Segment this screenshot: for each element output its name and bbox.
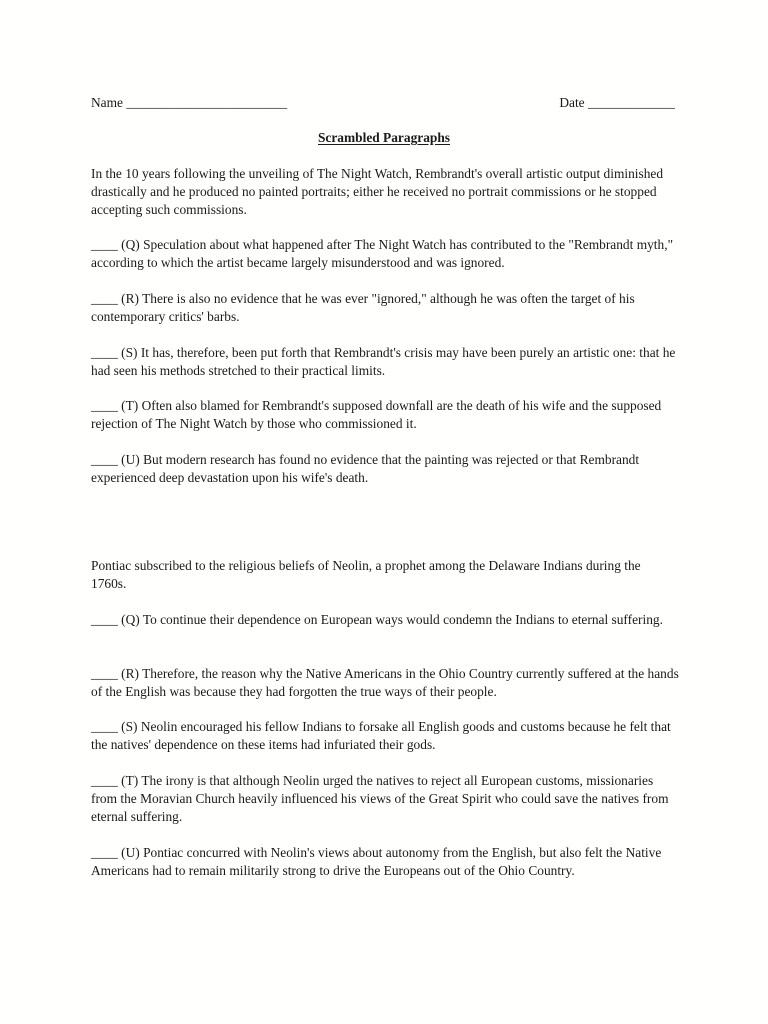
- header-line: [91, 94, 675, 112]
- page-title: Scrambled Paragraphs: [317, 130, 451, 145]
- section2-intro: Pontiac subscribed to the religious beliefs of Neolin, a prophet among the Delaware Indians during the 1760s.: [91, 558, 641, 591]
- section2-item-u: ____ (U) Pontiac concurred with Neolin's views about autonomy from the English, but also felt the Native Americans had to remain militarily strong to drive the Europeans out of the Ohio Country.: [91, 845, 662, 878]
- section1-item-r: ____ (R) There is also no evidence that he was ever "ignored," although he was often the target of his contemporary critics' barbs.: [91, 291, 635, 324]
- section1-item-t: ____ (T) Often also blamed for Rembrandt's supposed downfall are the death of his wife and the supposed rejection of The Night Watch by those who commissioned it.: [91, 398, 662, 431]
- section2-item-r: ____ (R) Therefore, the reason why the Native Americans in the Ohio Country currently suffered at the hands of the English was because they had forgotten the true ways of their people.: [91, 666, 679, 699]
- date-field-label: Date _____________: [559, 95, 675, 110]
- section1-intro: In the 10 years following the unveiling of The Night Watch, Rembrandt's overall artistic output diminished drastically and he produced no painted portraits; either he received no portrait commissions or he stopped accepting such commissions.: [91, 166, 664, 217]
- name-field-label: Name ________________________: [91, 95, 288, 110]
- section2-item-s: ____ (S) Neolin encouraged his fellow Indians to forsake all English goods and customs because he felt that the natives' dependence on these items had infuriated their gods.: [91, 719, 671, 752]
- section1-item-u: ____ (U) But modern research has found no evidence that the painting was rejected or that Rembrandt experienced deep devastation upon his wife's death.: [91, 452, 640, 485]
- section1-item-s: ____ (S) It has, therefore, been put forth that Rembrandt's crisis may have been purely an artistic one: that he had seen his methods stretched to their practical limits.: [91, 345, 676, 378]
- section2-item-q: ____ (Q) To continue their dependence on European ways would condemn the Indians to eternal suffering.: [91, 612, 663, 627]
- section2-item-t: ____ (T) The irony is that although Neolin urged the natives to reject all European customs, missionaries from the Moravian Church heavily influenced his views of the Great Spirit who could save the natives from eternal suffering.: [91, 773, 669, 824]
- section1-item-q: ____ (Q) Speculation about what happened after The Night Watch has contributed to the "Rembrandt myth," according to which the artist became largely misunderstood and was ignored.: [91, 237, 674, 270]
